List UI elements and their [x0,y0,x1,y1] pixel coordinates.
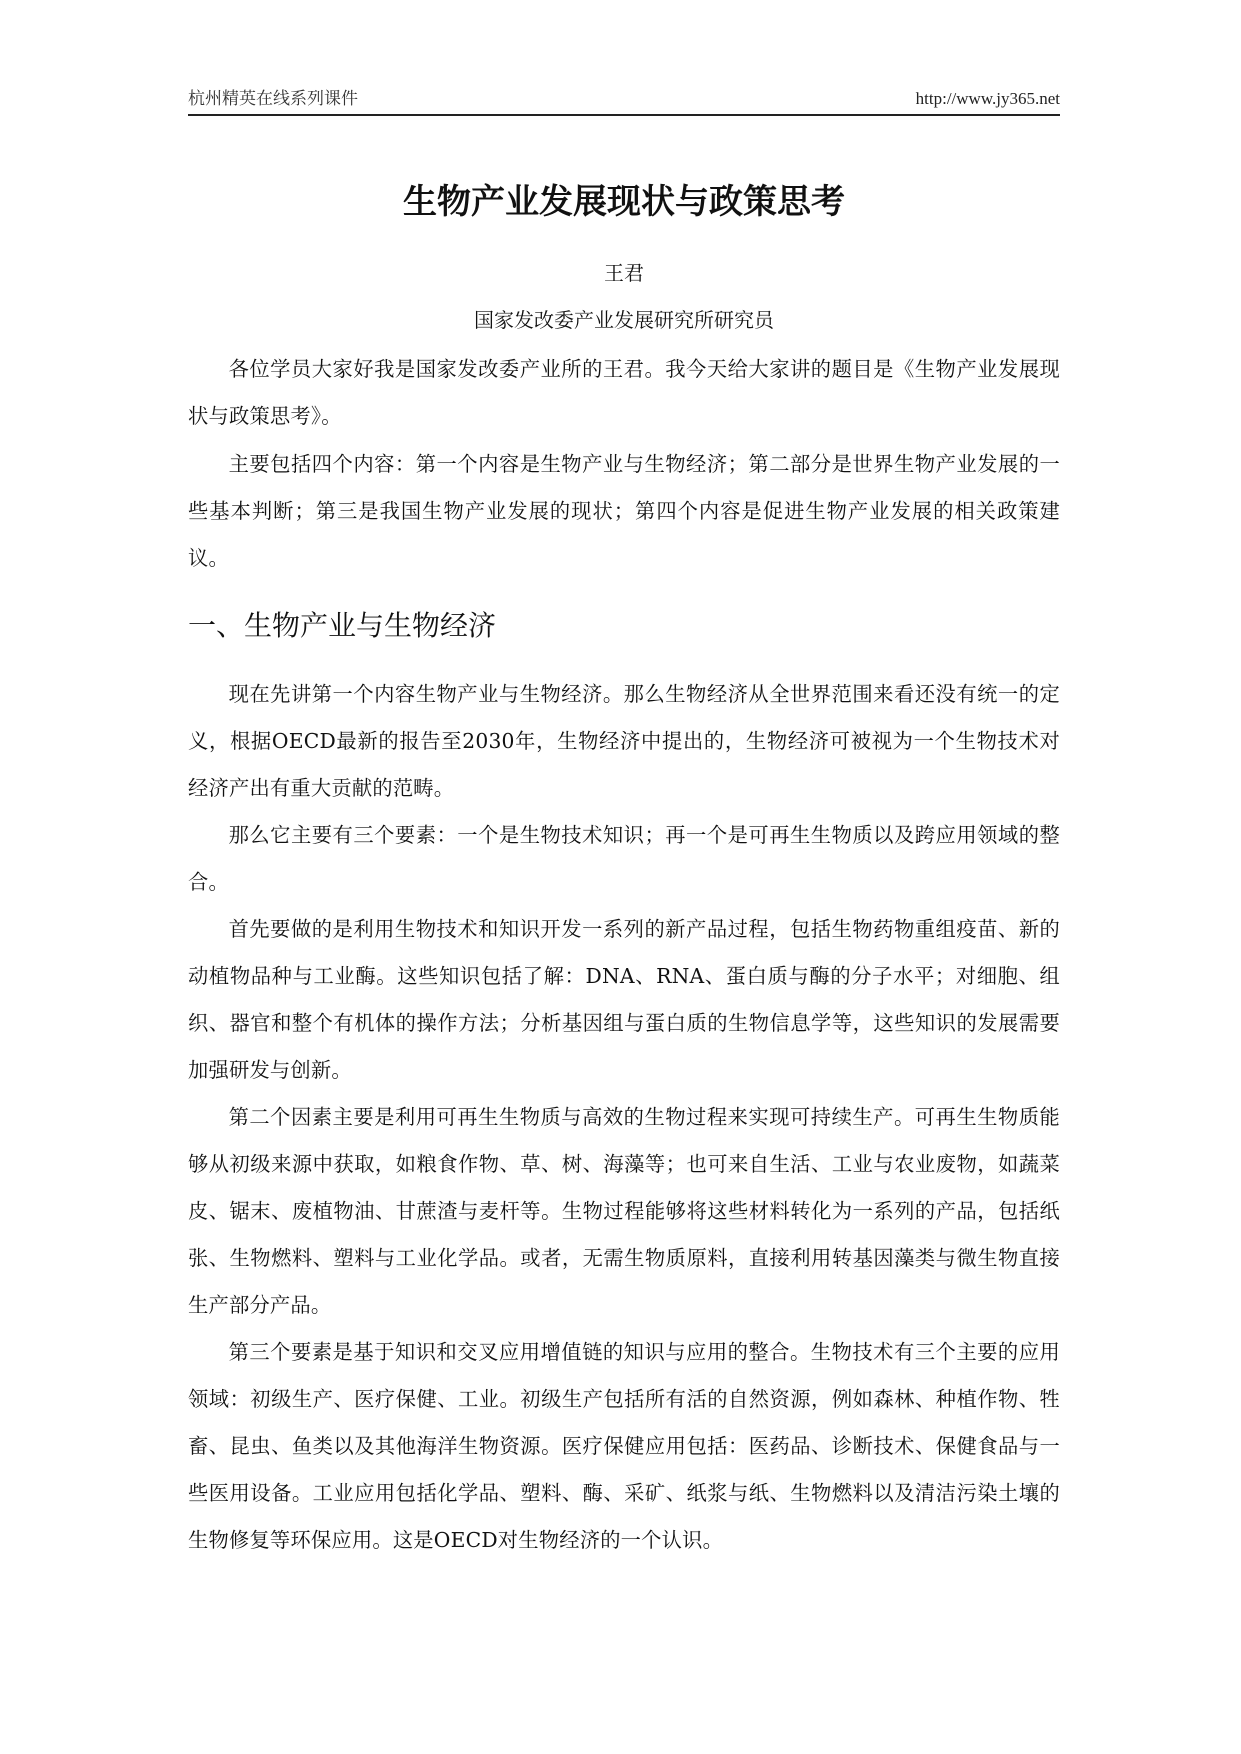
section-heading: 一、生物产业与生物经济 [188,609,497,642]
header-course-label: 杭州精英在线系列课件 [188,89,358,109]
body-paragraph: 现在先讲第一个内容生物产业与生物经济。那么生物经济从全世界范围来看还没有统一的定义，根据OECD最新的报告至2030年，生物经济中提出的，生物经济可被视为一个生物技术对经济产出有重大贡献的范畴。 [188,682,1060,800]
body-paragraph: 首先要做的是利用生物技术和知识开发一系列的新产品过程，包括生物药物重组疫苗、新的动植物品种与工业酶。这些知识包括了解：DNA、RNA、蛋白质与酶的分子水平；对细胞、组织、器官和整个有机体的操作方法；分析基因组与蛋白质的生物信息学等，这些知识的发展需要加强研发与创新。 [188,917,1060,1082]
document-title: 生物产业发展现状与政策思考 [403,182,845,222]
intro-paragraph: 主要包括四个内容：第一个内容是生物产业与生物经济；第二部分是世界生物产业发展的一些基本判断；第三是我国生物产业发展的现状；第四个内容是促进生物产业发展的相关政策建议。 [188,452,1060,570]
header-url: http://www.jy365.net [915,89,1060,108]
body-paragraph: 那么它主要有三个要素：一个是生物技术知识；再一个是可再生生物质以及跨应用领域的整合。 [188,823,1060,894]
page-header [188,86,1060,116]
body-paragraph: 第三个要素是基于知识和交叉应用增值链的知识与应用的整合。生物技术有三个主要的应用领域：初级生产、医疗保健、工业。初级生产包括所有活的自然资源，例如森林、种植作物、牲畜、昆虫、鱼类以及其他海洋生物资源。医疗保健应用包括：医药品、诊断技术、保健食品与一些医用设备。工业应用包括化学品、塑料、酶、采矿、纸浆与纸、生物燃料以及清洁污染土壤的生物修复等环保应用。这是OECD对生物经济的一个认识。 [188,1340,1060,1552]
author-affiliation: 国家发改委产业发展研究所研究员 [474,308,774,332]
author-name: 王君 [604,261,644,285]
intro-paragraph: 各位学员大家好我是国家发改委产业所的王君。我今天给大家讲的题目是《生物产业发展现状与政策思考》。 [188,357,1060,428]
body-paragraph: 第二个因素主要是利用可再生生物质与高效的生物过程来实现可持续生产。可再生生物质能够从初级来源中获取，如粮食作物、草、树、海藻等；也可来自生活、工业与农业废物，如蔬菜皮、锯末、废植物油、甘蔗渣与麦杆等。生物过程能够将这些材料转化为一系列的产品，包括纸张、生物燃料、塑料与工业化学品。或者，无需生物质原料，直接利用转基因藻类与微生物直接生产部分产品。 [188,1105,1060,1317]
